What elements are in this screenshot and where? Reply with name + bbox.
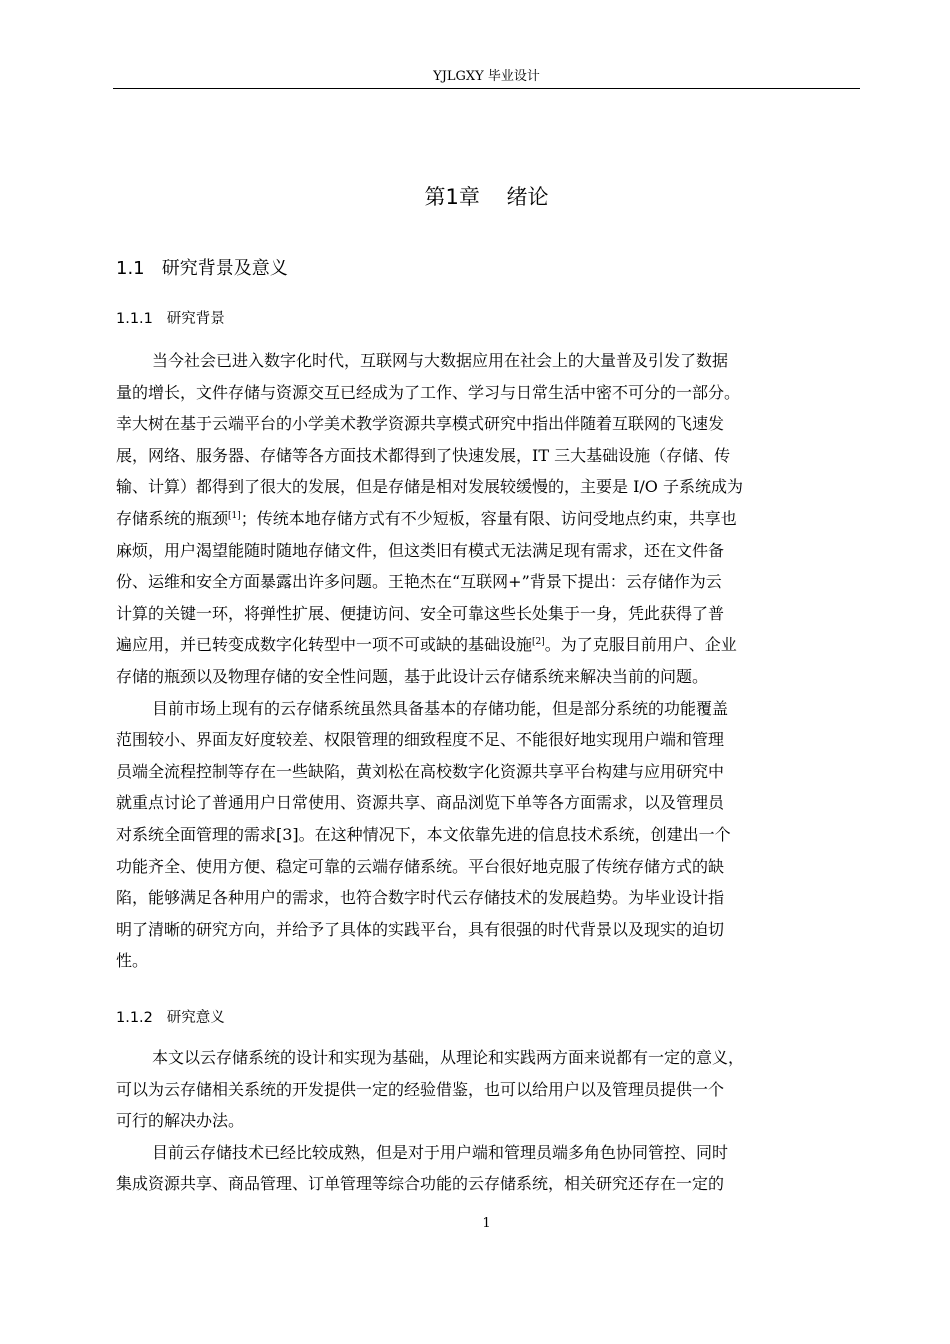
text-line: 输、计算）都得到了很大的发展，但是存储是相对发展较缓慢的，主要是 I/O 子系统成为 (116, 477, 744, 497)
text-line: 员端全流程控制等存在一些缺陷，黄刘松在高校数字化资源共享平台构建与应用研究中 (116, 761, 725, 781)
text-line: 功能齐全、使用方便、稳定可靠的云端存储系统。平台很好地克服了传统存储方式的缺 (116, 856, 725, 876)
text-line: 麻烦，用户渴望能随时随地存储文件，但这类旧有模式无法满足现有需求，还在文件备 (116, 540, 725, 560)
text-line: 对系统全面管理的需求[3]。在这种情况下，本文依靠先进的信息技术系统，创建出一个 (116, 824, 731, 844)
text-segment: 遍应用，并已转变成数字化转型中一项不可或缺的基础设施 (116, 635, 533, 655)
page-number: 1 (482, 1216, 491, 1231)
text-line: 本文以云存储系统的设计和实现为基础，从理论和实践两方面来说都有一定的意义， (152, 1048, 745, 1067)
header-rule (113, 88, 860, 89)
citation-ref: [2] (532, 637, 545, 648)
text-line: 就重点讨论了普通用户日常使用、资源共享、商品浏览下单等各方面需求，以及管理员 (116, 793, 725, 813)
text-segment: ；传统本地存储方式有不少短板，容量有限、访问受地点约束，共享也 (240, 508, 737, 528)
text-line: 幸大树在基于云端平台的小学美术教学资源共享模式研究中指出伴随着互联网的飞速发 (116, 414, 725, 434)
text-line: 范围较小、界面友好度较差、权限管理的细致程度不足、不能很好地实现用户端和管理 (116, 730, 725, 750)
text-line: 展，网络、服务器、存储等各方面技术都得到了快速发展，IT 三大基础设施（存储、传 (116, 445, 731, 465)
paragraph-significance (116, 1042, 860, 1200)
text-segment: 。为了克服目前用户、企业 (544, 635, 737, 655)
text-line (116, 629, 860, 661)
text-line: 当今社会已进入数字化时代，互联网与大数据应用在社会上的大量普及引发了数据 (152, 351, 729, 370)
section-heading-1-1: 1.1 研究背景及意义 (116, 258, 288, 279)
text-line: 目前云存储技术已经比较成熟，但是对于用户端和管理员端多角色协同管控、同时 (152, 1142, 729, 1162)
text-segment: 存储系统的瓶颈 (116, 508, 229, 528)
text-line: 明了清晰的研究方向，并给予了具体的实践平台，具有很强的时代背景以及现实的迫切 (116, 919, 725, 939)
text-line: 可行的解决办法。 (116, 1111, 245, 1131)
text-line: 份、运维和安全方面暴露出许多问题。王艳杰在“互联网+”背景下提出：云存储作为云 (116, 572, 722, 592)
text-line: 计算的关键一环，将弹性扩展、便捷访问、安全可靠这些长处集于一身，凭此获得了普 (116, 603, 725, 623)
section-heading-1-1-2: 1.1.2 研究意义 (116, 1010, 225, 1026)
page-header: YJLGXY 毕业设计 (433, 69, 540, 84)
citation-ref: [1] (228, 510, 241, 521)
section-heading-1-1-1: 1.1.1 研究背景 (116, 311, 225, 327)
text-line: 陷，能够满足各种用户的需求，也符合数字时代云存储技术的发展趋势。为毕业设计指 (116, 888, 725, 908)
text-line: 存储的瓶颈以及物理存储的安全性问题，基于此设计云存储系统来解决当前的问题。 (116, 666, 709, 686)
chapter-title: 第1章 绪论 (424, 185, 549, 209)
text-line (116, 503, 860, 535)
text-line: 性。 (116, 951, 149, 971)
text-line: 量的增长，文件存储与资源交互已经成为了工作、学习与日常生活中密不可分的一部分。 (116, 382, 741, 402)
text-line: 目前市场上现有的云存储系统虽然具备基本的存储功能，但是部分系统的功能覆盖 (152, 698, 729, 718)
text-line: 集成资源共享、商品管理、订单管理等综合功能的云存储系统，相关研究还存在一定的 (116, 1174, 725, 1194)
paragraph-background-1 (116, 345, 860, 977)
text-line: 可以为云存储相关系统的开发提供一定的经验借鉴，也可以给用户以及管理员提供一个 (116, 1079, 725, 1099)
